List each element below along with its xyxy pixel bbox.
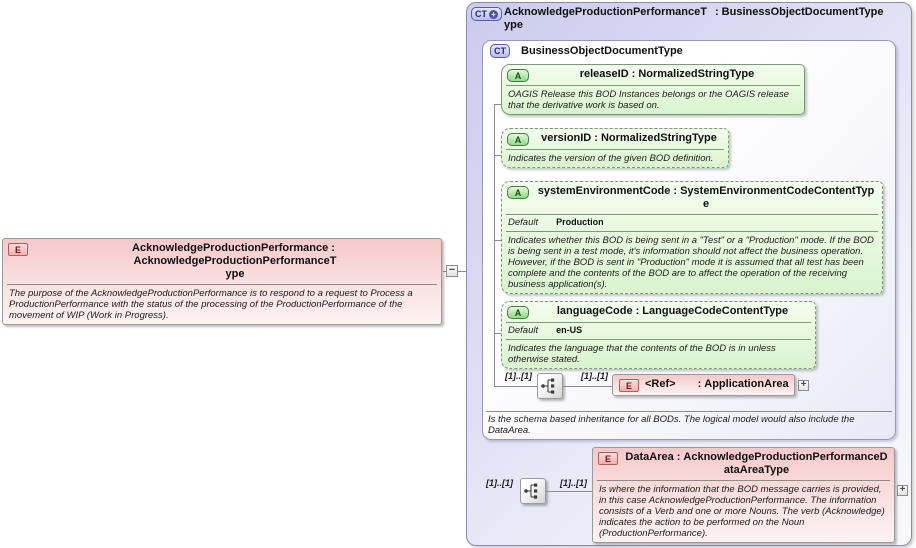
attribute-annotation: OAGIS Release this BOD Instances belongs or the OAGIS release that the derivative work is based on. — [508, 89, 789, 111]
element-title: DataArea : AcknowledgeProductionPerformanceDataAreaType — [625, 451, 888, 476]
cardinality-label: [1]..[1] — [560, 478, 587, 488]
divider — [506, 322, 811, 323]
attribute-name: releaseID — [579, 68, 629, 80]
attribute-type: LanguageCodeContentType — [642, 305, 789, 317]
default-value: en-US — [556, 325, 583, 335]
attribute-box-versionid[interactable] — [501, 128, 729, 168]
root-element-name: AcknowledgeProductionPerformance — [132, 242, 329, 254]
cardinality-label: [1]..[1] — [581, 371, 608, 381]
element-name: <Ref> — [645, 378, 676, 390]
divider — [506, 339, 811, 340]
connector-line — [546, 491, 592, 492]
connector-line — [563, 386, 612, 387]
attribute-icon: A — [507, 69, 529, 82]
attribute-icon: A — [507, 133, 529, 146]
default-label: Default — [508, 217, 539, 228]
attribute-icon: A — [507, 186, 529, 199]
element-title: <Ref> : ApplicationArea — [645, 378, 789, 390]
attribute-name: languageCode — [556, 305, 633, 317]
root-element-title: AcknowledgeProductionPerformance :AcknowledgeProductionPerformanceType — [34, 242, 436, 281]
root-element-annotation: The purpose of the AcknowledgeProductionPerformance is to respond to a request to Process a ProductionPerformance with the status of the processing of the ProductionPerformance of the movement of WIP (Work in Progress). — [9, 288, 413, 321]
attribute-title: systemEnvironmentCode : SystemEnvironmentCodeContentType — [537, 185, 875, 210]
attribute-name: versionID — [541, 132, 592, 144]
attribute-title: versionID : NormalizedStringType — [541, 132, 717, 144]
root-element-box[interactable] — [2, 238, 442, 325]
connector-line — [494, 386, 537, 387]
attribute-box-systemenvironmentcode[interactable] — [501, 181, 883, 294]
sequence-icon[interactable] — [520, 478, 546, 504]
element-name: DataArea — [625, 451, 674, 463]
complex-type-base: BusinessObjectDocumentType — [721, 6, 884, 18]
attribute-box-languagecode[interactable] — [501, 301, 816, 369]
complex-type-plus-icon — [471, 7, 502, 21]
expand-button[interactable]: + — [897, 485, 908, 496]
cardinality-label: [1]..[1] — [486, 478, 513, 488]
divider — [506, 149, 724, 150]
element-icon: E — [619, 379, 639, 392]
connector-line — [494, 104, 495, 386]
default-value: Production — [556, 217, 604, 227]
expand-button[interactable]: + — [798, 380, 809, 391]
attribute-annotation: Indicates whether this BOD is being sent in a "Test" or a "Production" mode. If the BOD is being sent in a test mode, it's information should not affect the business operation. However, if the BOD is sent in "Production" mode it is assumed that all test has been complete and the contents of the BOD are to affect the operation of the receiving business application(s). — [508, 235, 874, 290]
base-type-annotation: Is the schema based inheritance for all BODs. The logical model would also include the DataArea. — [488, 414, 855, 436]
default-label: Default — [508, 325, 539, 336]
attribute-type: SystemEnvironmentCodeContentType — [680, 185, 875, 210]
attribute-icon: A — [507, 306, 529, 319]
element-icon: E — [8, 243, 28, 256]
divider — [597, 480, 890, 481]
attribute-name: systemEnvironmentCode — [537, 185, 671, 197]
attribute-title: languageCode : LanguageCodeContentType — [556, 305, 789, 317]
element-type: AcknowledgeProductionPerformanceDataAreaType — [683, 451, 888, 476]
sequence-icon[interactable] — [537, 373, 563, 399]
divider — [506, 214, 878, 215]
cardinality-label: [1]..[1] — [505, 371, 532, 381]
element-icon: E — [598, 452, 618, 465]
divider — [506, 85, 800, 86]
sequence-glyph — [540, 376, 560, 396]
attribute-type: NormalizedStringType — [638, 68, 755, 80]
attribute-title: releaseID : NormalizedStringType — [579, 68, 755, 80]
attribute-box-releaseid[interactable] — [501, 64, 805, 115]
derivation-plus-icon: + — [489, 10, 498, 19]
complex-type-name: AcknowledgeProductionPerformanceType — [504, 6, 707, 31]
divider — [506, 231, 878, 232]
root-element-type: AcknowledgeProductionPerformanceType — [133, 255, 337, 280]
ct-icon: CT — [490, 44, 510, 58]
divider — [7, 284, 437, 285]
sequence-glyph — [523, 481, 543, 501]
attribute-annotation: Indicates the version of the given BOD definition. — [508, 153, 714, 164]
base-type-title: BusinessObjectDocumentType — [521, 45, 683, 57]
collapse-button[interactable]: − — [446, 265, 458, 277]
default-row — [502, 216, 882, 230]
element-box-applicationarea-ref[interactable] — [612, 374, 795, 396]
attribute-type: NormalizedStringType — [600, 132, 717, 144]
element-annotation: Is where the information that the BOD message carries is provided, in this case AcknowledgeProductionPerformance. The information consists of a Verb and one or more Nouns. The verb (Acknowledge) indicates the action to be performed on the Noun (ProductionPerformance). — [599, 484, 885, 539]
element-box-dataarea[interactable] — [592, 447, 895, 543]
complex-type-title: AcknowledgeProductionPerformanceType: BusinessObjectDocumentType — [504, 6, 884, 31]
attribute-annotation: Indicates the language that the contents of the BOD is in unless otherwise stated. — [508, 343, 776, 365]
default-row — [502, 324, 815, 338]
element-type: ApplicationArea — [704, 378, 789, 390]
ct-badge-label: CT — [475, 9, 487, 19]
